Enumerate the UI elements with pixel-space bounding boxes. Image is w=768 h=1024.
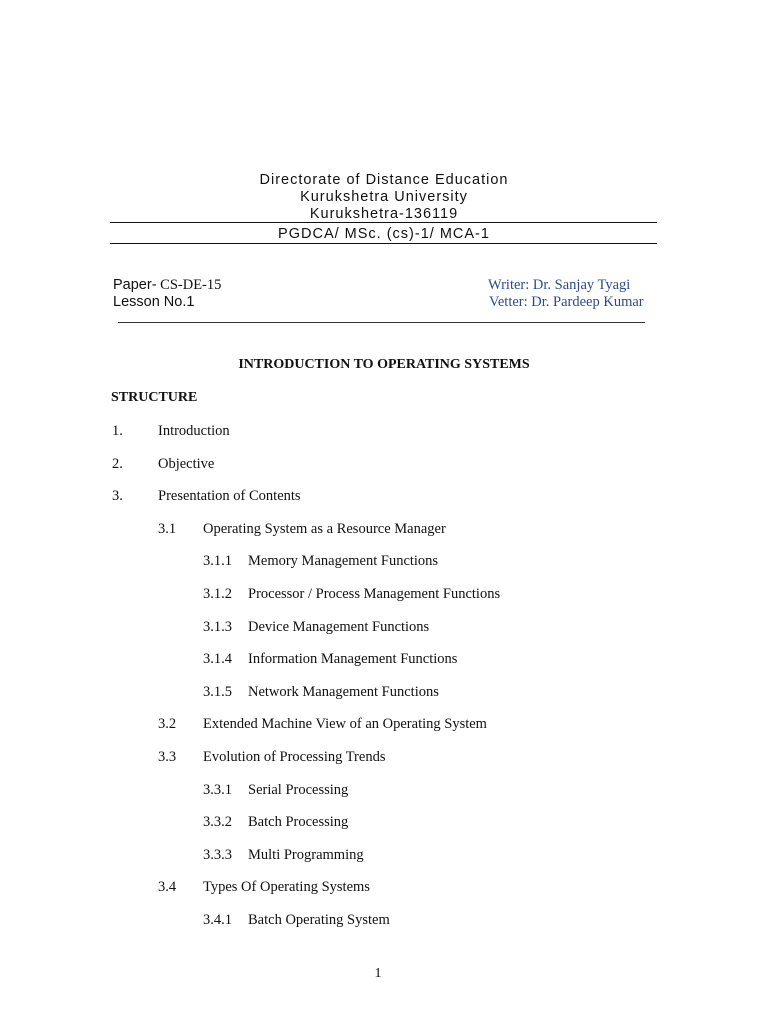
toc-item-number: 3.4 xyxy=(158,879,177,896)
toc-item-number: 3.3 xyxy=(158,749,177,765)
toc-item-label: Multi Programming xyxy=(248,846,364,863)
institution-name: Directorate of Distance Education xyxy=(259,172,509,188)
toc-item-number: 3.3.1 xyxy=(203,781,232,798)
toc-item-number: 2. xyxy=(112,455,123,472)
lesson-title: INTRODUCTION TO OPERATING SYSTEMS xyxy=(238,357,530,372)
toc-item-label: Extended Machine View of an Operating System xyxy=(203,716,487,733)
toc-item-label: Network Management Functions xyxy=(248,683,439,700)
toc-item-label: Presentation of Contents xyxy=(158,488,301,505)
vetter-credit: Vetter: Dr. Pardeep Kumar xyxy=(489,294,644,310)
toc-item-number: 3. xyxy=(112,488,123,505)
lesson-label: Lesson No.1 xyxy=(113,294,195,310)
toc-item-label: Memory Management Functions xyxy=(248,553,439,570)
toc-item-label: Information Management Functions xyxy=(248,651,458,668)
toc-item-label: Operating System as a Resource Manager xyxy=(203,520,446,537)
toc-item-label: Serial Processing xyxy=(248,781,349,798)
toc-item-number: 3.2 xyxy=(158,716,177,733)
paper-code: CS-DE-15 xyxy=(160,277,222,293)
toc-item-number: 3.1 xyxy=(158,520,177,537)
writer-credit: Writer: Dr. Sanjay Tyagi xyxy=(488,277,631,293)
paper-label: Paper- xyxy=(113,277,157,293)
toc-item-number: 3.1.3 xyxy=(203,618,232,635)
toc-item-label: Introduction xyxy=(158,423,230,439)
toc-item-label: Evolution of Processing Trends xyxy=(203,749,386,765)
toc-item-number: 3.1.2 xyxy=(203,586,232,602)
toc-item-label: Batch Processing xyxy=(248,814,349,831)
toc-item-number: 3.3.2 xyxy=(203,814,232,831)
toc-item-label: Batch Operating System xyxy=(248,912,390,928)
toc-item-number: 1. xyxy=(112,423,123,439)
toc-item-number: 3.3.3 xyxy=(203,846,232,863)
toc-item-label: Objective xyxy=(158,455,215,472)
toc-item-number: 3.1.4 xyxy=(203,651,232,668)
structure-heading: STRUCTURE xyxy=(111,390,198,405)
toc-item-number: 3.1.5 xyxy=(203,683,232,700)
toc-item-number: 3.1.1 xyxy=(203,553,232,570)
university-address: Kurukshetra-136119 xyxy=(309,206,459,222)
toc-item-label: Processor / Process Management Functions xyxy=(248,586,501,602)
toc-item-label: Types Of Operating Systems xyxy=(203,879,370,896)
toc-item-number: 3.4.1 xyxy=(203,912,232,928)
university-name: Kurukshetra University xyxy=(300,189,468,205)
page-number: 1 xyxy=(374,966,382,981)
toc-item-label: Device Management Functions xyxy=(248,618,430,635)
course-name: PGDCA/ MSc. (cs)-1/ MCA-1 xyxy=(278,226,490,242)
